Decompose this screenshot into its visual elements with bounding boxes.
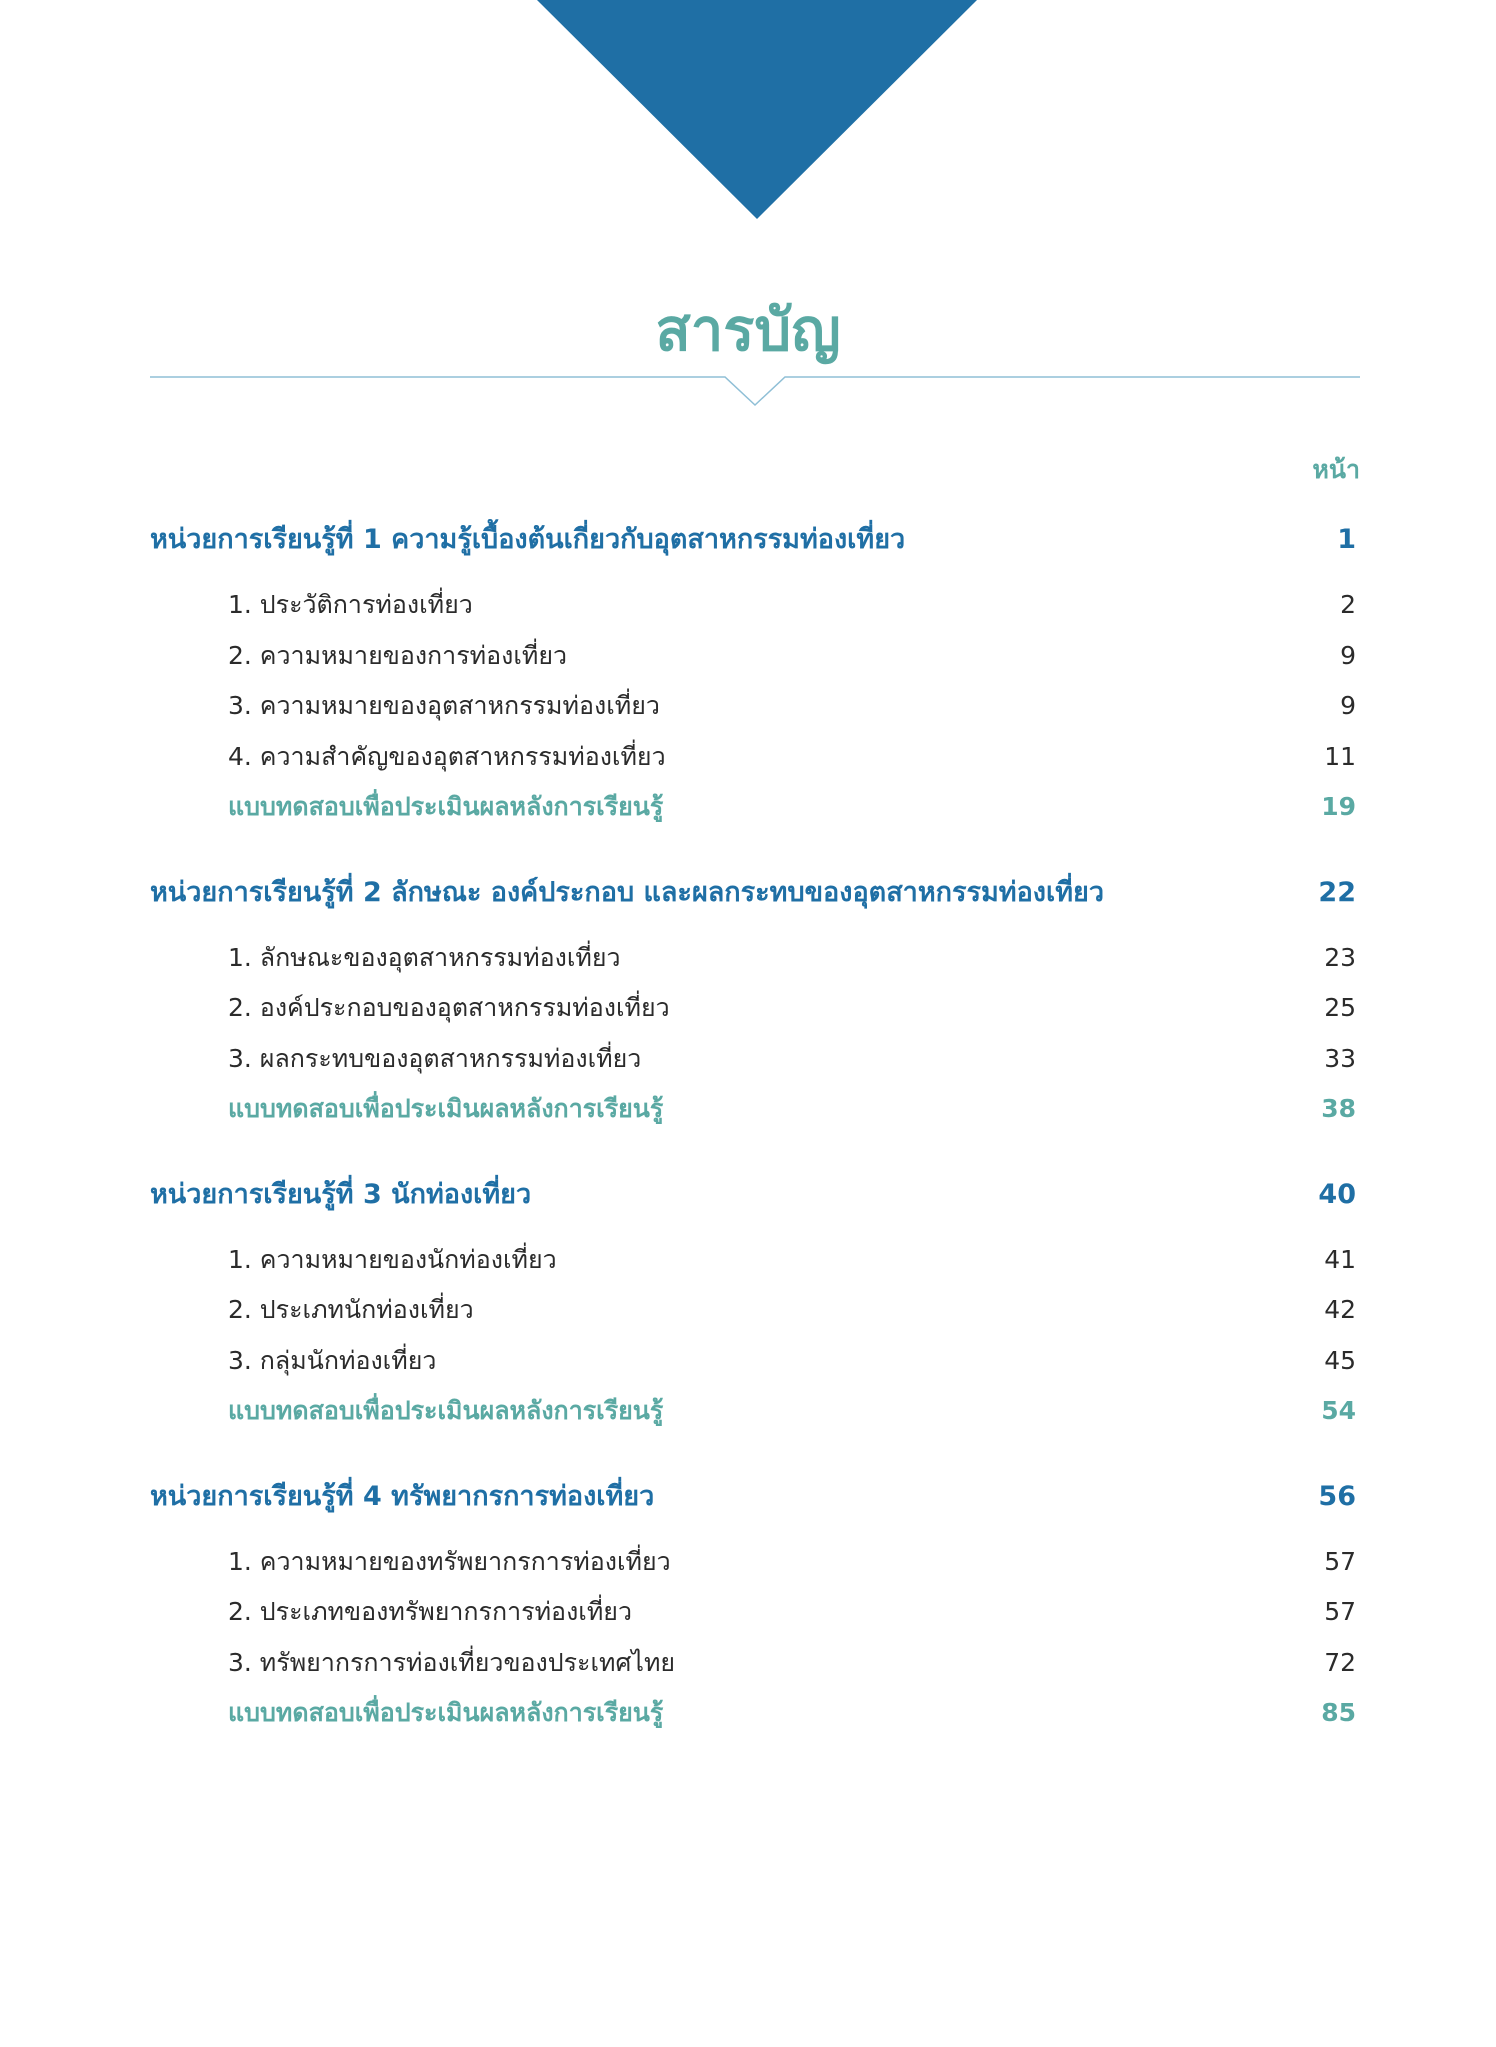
title-divider	[150, 370, 1360, 410]
toc-item[interactable]	[150, 1537, 1360, 1588]
unit-heading-link[interactable]	[150, 500, 1360, 580]
toc-item[interactable]	[150, 1235, 1360, 1286]
toc-item-page: 2	[1340, 590, 1356, 619]
toc-item[interactable]	[150, 983, 1360, 1034]
toc-test-page: 19	[1321, 792, 1356, 821]
toc-item-label: 4. ความสำคัญของอุตสาหกรรมท่องเที่ยว	[228, 741, 666, 771]
toc-item-page: 57	[1324, 1546, 1356, 1576]
toc-item-label: 3. ผลกระทบของอุตสาหกรรมท่องเที่ยว	[228, 1043, 642, 1073]
unit-title: หน่วยการเรียนรู้ที่ 1 ความรู้เบื้องต้นเกี่ยวกับอุตสาหกรรมท่องเที่ยว	[150, 524, 906, 555]
toc-unit-2	[150, 853, 1360, 1135]
toc-item[interactable]	[150, 631, 1360, 682]
toc-item-label: 2. องค์ประกอบของอุตสาหกรรมท่องเที่ยว	[228, 993, 670, 1022]
toc-test-label: แบบทดสอบเพื่อประเมินผลหลังการเรียนรู้	[228, 1396, 664, 1425]
toc-item[interactable]	[150, 1285, 1360, 1336]
unit-title: หน่วยการเรียนรู้ที่ 4 ทรัพยากรการท่องเที่ยว	[150, 1480, 655, 1512]
toc-test-label: แบบทดสอบเพื่อประเมินผลหลังการเรียนรู้	[228, 792, 664, 821]
toc-item[interactable]	[150, 681, 1360, 732]
unit-title: หน่วยการเรียนรู้ที่ 2 ลักษณะ องค์ประกอบ และผลกระทบของอุตสาหกรรมท่องเที่ยว	[150, 876, 1104, 908]
toc-item-page: 72	[1324, 1647, 1356, 1677]
toc-item-page: 25	[1324, 993, 1356, 1022]
toc-item-label: 2. ประเภทของทรัพยากรการท่องเที่ยว	[228, 1597, 632, 1626]
toc-item-page: 9	[1340, 691, 1356, 720]
toc-item-label: 2. ประเภทนักท่องเที่ยว	[228, 1295, 474, 1324]
toc-test-page: 85	[1321, 1698, 1356, 1727]
toc-unit-1	[150, 500, 1360, 833]
toc-unit-4	[150, 1457, 1360, 1739]
unit-title: หน่วยการเรียนรู้ที่ 3 นักท่องเที่ยว	[150, 1178, 532, 1210]
toc-item[interactable]	[150, 580, 1360, 631]
page-title: สารบัญ	[655, 295, 841, 364]
unit-page-number: 22	[1318, 876, 1356, 908]
toc-item-label: 3. กลุ่มนักท่องเที่ยว	[228, 1345, 437, 1375]
toc-test-label: แบบทดสอบเพื่อประเมินผลหลังการเรียนรู้	[228, 1698, 664, 1727]
toc-item-label: 1. ประวัติการท่องเที่ยว	[228, 590, 473, 619]
toc-item[interactable]	[150, 732, 1360, 783]
toc-test-page: 38	[1321, 1094, 1356, 1123]
unit-page-number: 56	[1318, 1480, 1356, 1512]
toc-item-page: 33	[1324, 1043, 1356, 1073]
toc-item-page: 57	[1324, 1597, 1356, 1626]
unit-heading-link[interactable]	[150, 853, 1360, 933]
toc-test-page: 54	[1321, 1396, 1356, 1425]
toc-item[interactable]	[150, 1587, 1360, 1638]
header-triangle-decoration	[537, 0, 977, 219]
toc-test-link[interactable]	[150, 782, 1360, 833]
toc-unit-3	[150, 1155, 1360, 1437]
toc-test-link[interactable]	[150, 1084, 1360, 1135]
divider-line	[150, 377, 1360, 405]
toc-item-page: 9	[1340, 640, 1356, 670]
toc-item-page: 23	[1324, 942, 1356, 972]
toc-item[interactable]	[150, 933, 1360, 984]
toc-item-label: 1. ความหมายของทรัพยากรการท่องเที่ยว	[228, 1546, 671, 1576]
table-of-contents	[150, 500, 1360, 1759]
toc-item[interactable]	[150, 1638, 1360, 1689]
unit-page-number: 40	[1318, 1178, 1356, 1210]
unit-heading-link[interactable]	[150, 1155, 1360, 1235]
toc-item-page: 11	[1324, 741, 1356, 771]
unit-page-number: 1	[1337, 524, 1356, 555]
page-column-label: หน้า	[1312, 455, 1360, 484]
toc-item-label: 1. ลักษณะของอุตสาหกรรมท่องเที่ยว	[228, 942, 621, 972]
toc-test-link[interactable]	[150, 1688, 1360, 1739]
toc-item-page: 42	[1324, 1295, 1356, 1324]
toc-item-label: 1. ความหมายของนักท่องเที่ยว	[228, 1244, 557, 1274]
toc-item-page: 41	[1324, 1244, 1356, 1274]
toc-item-page: 45	[1324, 1345, 1356, 1375]
toc-item[interactable]	[150, 1034, 1360, 1085]
toc-test-link[interactable]	[150, 1386, 1360, 1437]
toc-item-label: 3. ทรัพยากรการท่องเที่ยวของประเทศไทย	[228, 1647, 676, 1677]
toc-item[interactable]	[150, 1336, 1360, 1387]
toc-item-label: 2. ความหมายของการท่องเที่ยว	[228, 640, 568, 670]
toc-item-label: 3. ความหมายของอุตสาหกรรมท่องเที่ยว	[228, 691, 660, 720]
toc-test-label: แบบทดสอบเพื่อประเมินผลหลังการเรียนรู้	[228, 1094, 664, 1123]
unit-heading-link[interactable]	[150, 1457, 1360, 1537]
